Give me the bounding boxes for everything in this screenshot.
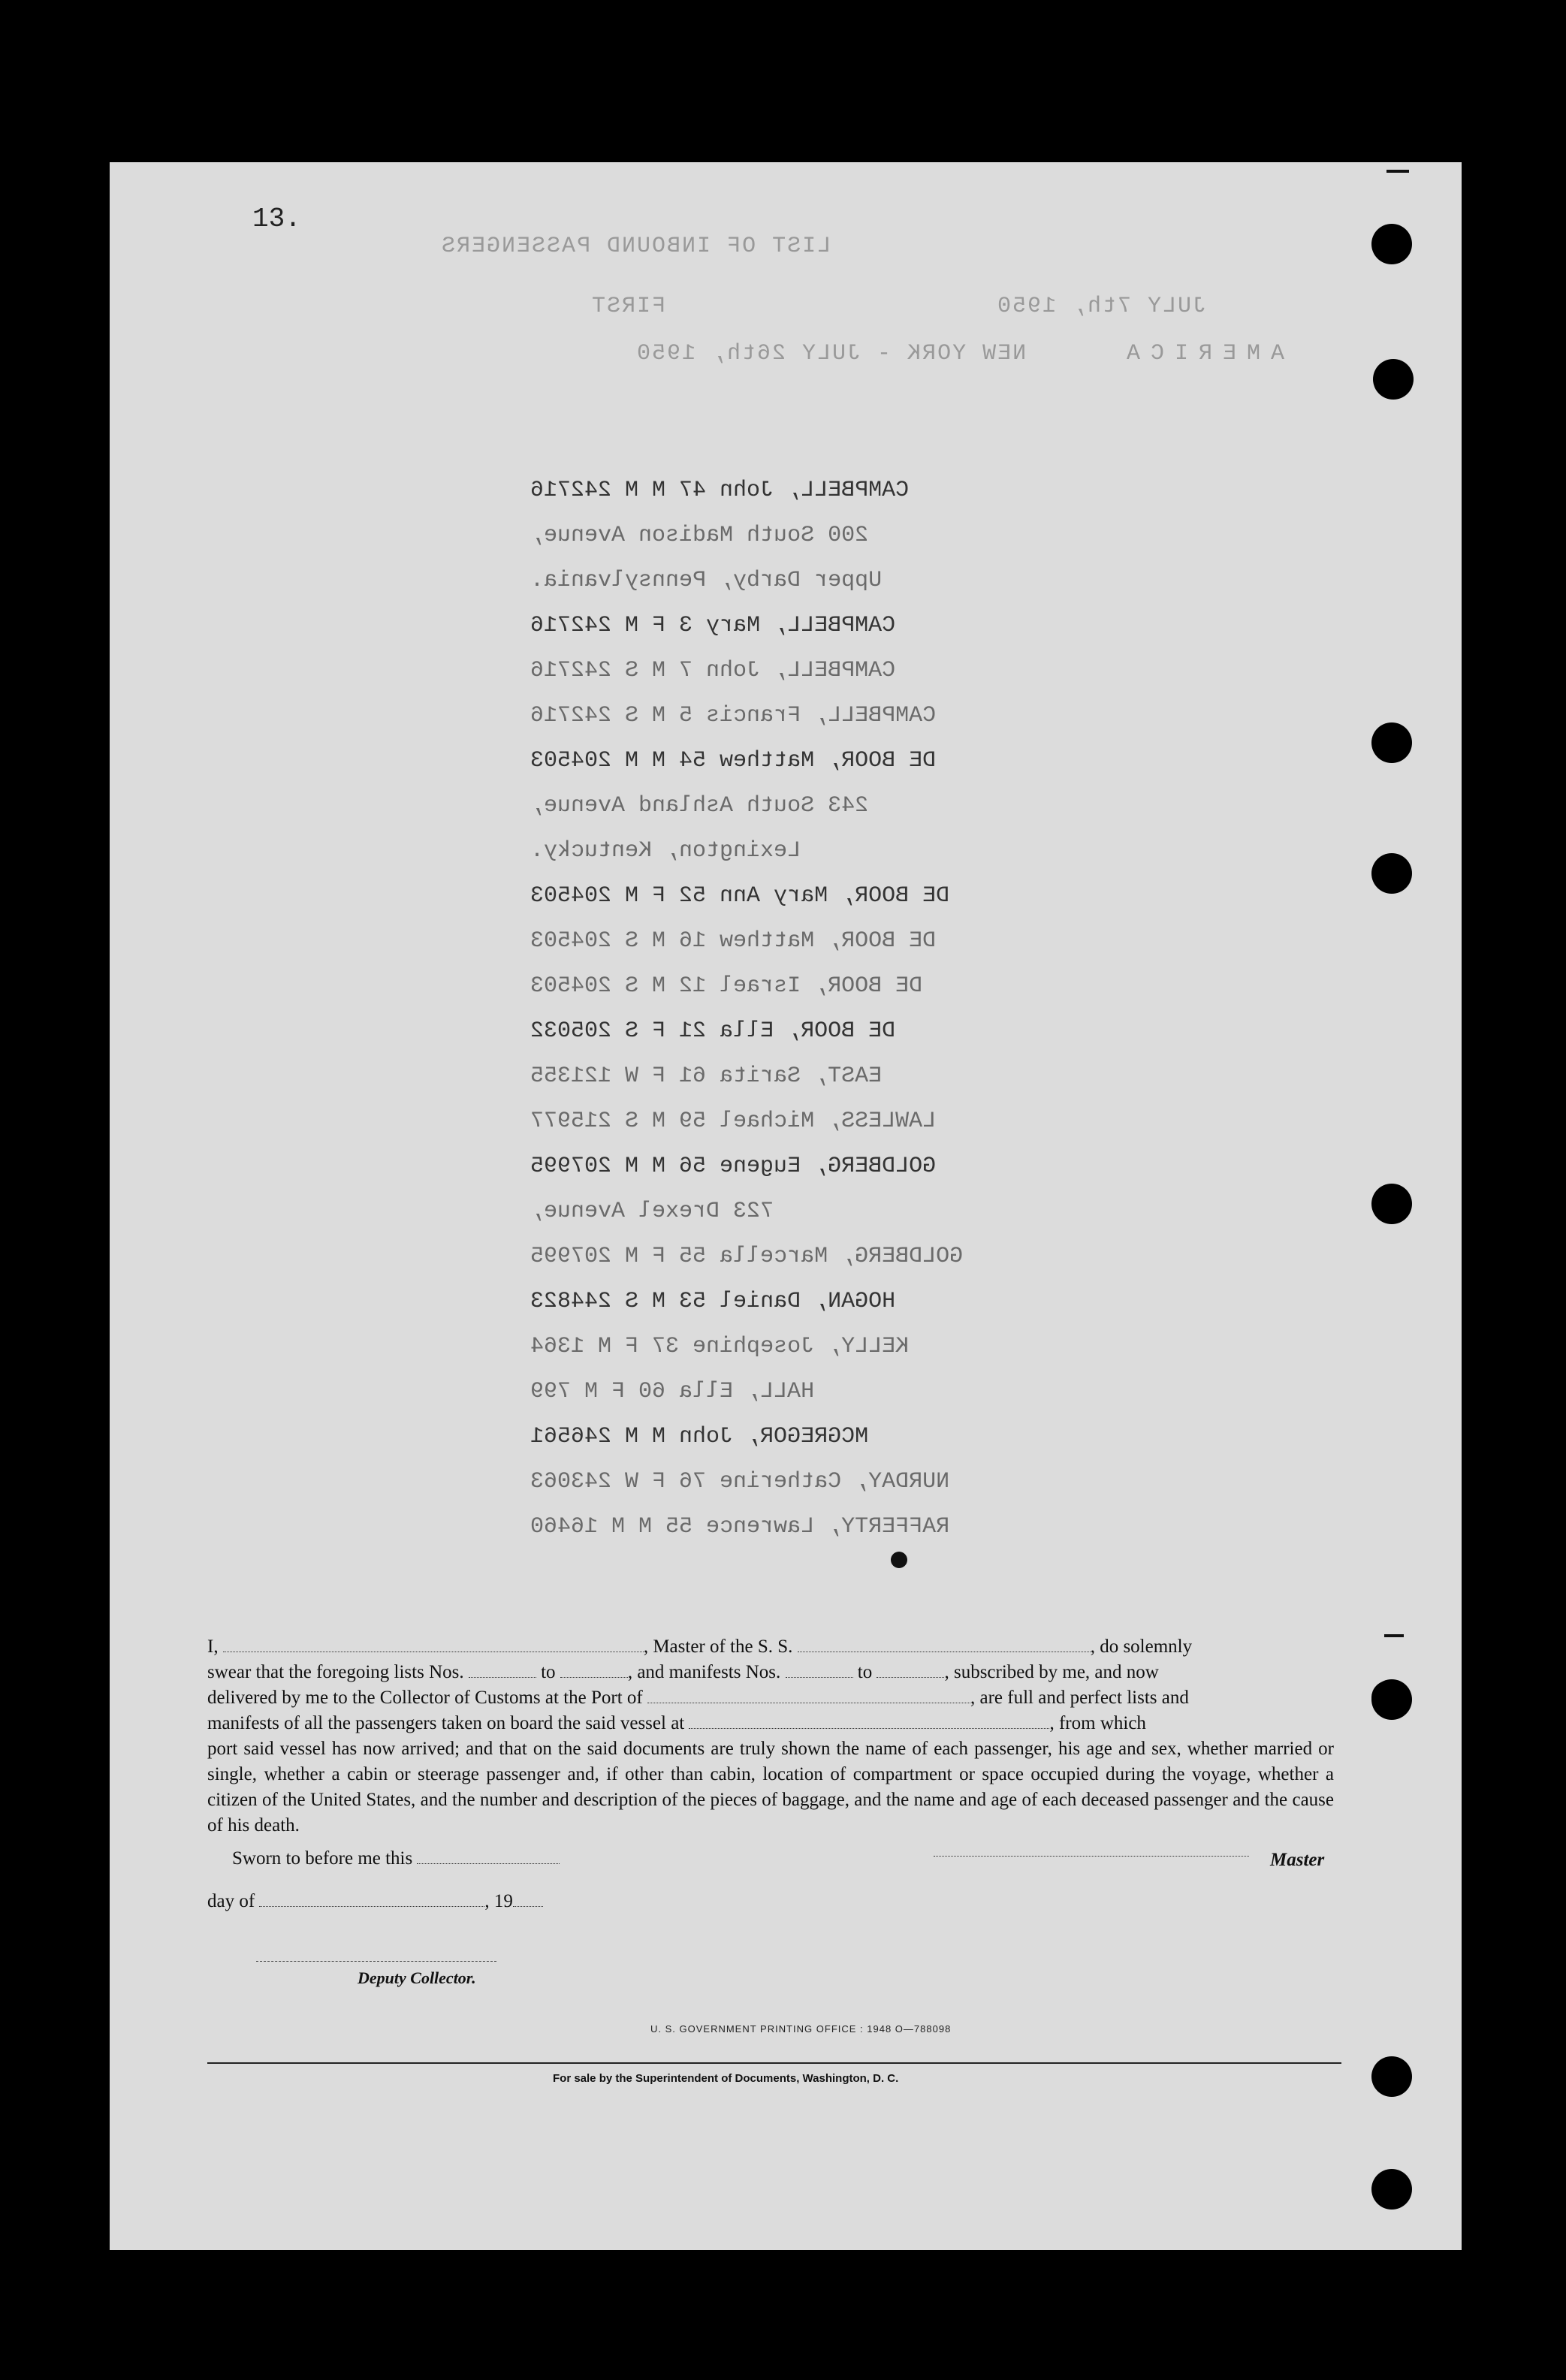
bleed-through-line: 243 South Ashland Avenue, [530,793,869,819]
oath-line3-a: delivered by me to the Collector of Customs at the Port of [207,1688,643,1708]
bleed-through-line: LAWLESS, Michael 59 M S 215977 [530,1109,937,1134]
bleed-through-line: CAMPBELL, John 47 M M 242716 [530,478,910,503]
punch-hole-8 [1371,2169,1412,2210]
oath-line2-d: to [857,1662,873,1682]
sworn-day-field[interactable] [417,1863,560,1864]
header-reversed-date: JULY 7th, 1950 [996,294,1207,319]
deputy-signature-line [256,1961,496,1962]
manifests-from-field[interactable] [786,1677,853,1678]
ink-mark [1386,170,1409,173]
oath-body: port said vessel has now arrived; and that on the said documents are truly shown the name of each passenger, his age and sex, whether married or single, whether a cabin or steerage passenger and, if other than cabin, location of compartment or space occupied during the voyage, whether a citizen of the United States, and the number and description of the pieces of baggage, and the name and age of each deceased passenger and the cause of his death. [207,1739,1334,1836]
edge-tick-mark [1384,1634,1404,1637]
header-reversed-ship: AMERICA [1116,341,1285,367]
bleed-through-line: 200 South Madison Avenue, [530,523,869,548]
oath-line1-mid: , Master of the S. S. [643,1636,793,1657]
bleed-through-line: MCGREGOR, John M M 246561 [530,1424,869,1449]
punch-hole-7 [1371,2056,1412,2097]
oath-text [207,1634,1334,1839]
oath-line2-e: , subscribed by me, and now [944,1662,1159,1682]
ink-dot [891,1552,907,1568]
master-label-row [1270,1850,1324,1871]
year-field[interactable] [513,1906,543,1907]
bleed-through-line: HOGAN, Daniel 53 M S 244823 [530,1289,896,1314]
day-of-label: day of [207,1891,255,1911]
oath-line4-a: manifests of all the passengers taken on board the said vessel at [207,1713,685,1733]
departure-port-field[interactable] [689,1728,1049,1729]
bleed-through-line: Lexington, Kentucky. [530,838,801,864]
master-signature-field[interactable] [934,1856,1249,1857]
year-label: , 19 [484,1891,513,1911]
lists-to-field[interactable] [560,1677,628,1678]
bleed-through-line: DE BOOR, Matthew 54 M M 204503 [530,748,937,774]
oath-line2-a: swear that the foregoing lists Nos. [207,1662,464,1682]
punch-hole-4 [1371,853,1412,894]
bleed-through-line: RAFFERTY, Lawrence 55 M M 16460 [530,1514,950,1540]
sworn-label: Sworn to before me this [232,1848,413,1869]
bleed-through-line: GOLDBERG, Eugene 56 M M 207995 [530,1154,937,1179]
oath-line2-c: , and manifests Nos. [627,1662,781,1682]
day-of-field[interactable] [259,1906,484,1907]
bottom-rule [207,2062,1341,2064]
header-reversed-route: NEW YORK - JULY 26th, 1950 [635,341,1027,367]
oath-line3-b: , are full and perfect lists and [970,1688,1189,1708]
bleed-through-line: DE BOOR, Israel 12 M S 204503 [530,973,923,999]
oath-line4-b: , from which [1049,1713,1146,1733]
punch-hole-2 [1373,359,1414,400]
oath-line1-suffix: , do solemnly [1090,1636,1193,1657]
sale-note: For sale by the Superintendent of Documents, Washington, D. C. [553,2072,899,2085]
deputy-collector-label: Deputy Collector. [358,1968,476,1987]
header-reversed-class: FIRST [590,294,666,319]
bleed-through-line: CAMPBELL, John 7 M S 242716 [530,658,896,683]
bleed-through-line: DE BOOR, Ella 21 F S 205032 [530,1018,896,1044]
bleed-through-line: 723 Drexel Avenue, [530,1199,774,1224]
bleed-through-line: Upper Darby, Pennsylvania. [530,568,883,593]
bleed-through-line: CAMPBELL, Francis 5 M S 242716 [530,703,937,728]
bleed-through-line: EAST, Sarita 61 F W 121355 [530,1063,883,1089]
bleed-through-line: CAMPBELL, Mary 3 F M 242716 [530,613,896,638]
punch-hole-3 [1371,722,1412,763]
bleed-through-line: DE BOOR, Matthew 16 M S 204503 [530,928,937,954]
header-reversed-title: LIST OF INBOUND PASSENGERS [440,234,831,259]
oath-line1-prefix: I, [207,1636,219,1657]
master-label: Master [1270,1850,1325,1870]
bleed-through-line: KELLY, Josephine 37 F M 1364 [530,1334,910,1359]
punch-hole-6b [1371,1681,1405,1714]
bleed-through-line: HALL, Ella 60 F M 799 [530,1379,815,1404]
page-number: 13. [252,204,301,234]
gpo-imprint: U. S. GOVERNMENT PRINTING OFFICE : 1948 O—788098 [650,2023,952,2035]
bleed-through-line: GOLDBERG, Marcella 55 F M 207995 [530,1244,964,1269]
bleed-through-line: NURDAY, Catherine 76 F W 243063 [530,1469,950,1495]
manifests-to-field[interactable] [877,1677,944,1678]
bleed-through-line: DE BOOR, Mary Ann 52 F M 204503 [530,883,950,909]
punch-hole-5 [1371,1184,1412,1224]
lists-from-field[interactable] [469,1677,536,1678]
day-of-line [207,1891,543,1912]
manifest-sheet [110,162,1462,2250]
punch-hole-1 [1371,224,1412,264]
sworn-line [232,1848,560,1869]
oath-line2-b: to [541,1662,556,1682]
